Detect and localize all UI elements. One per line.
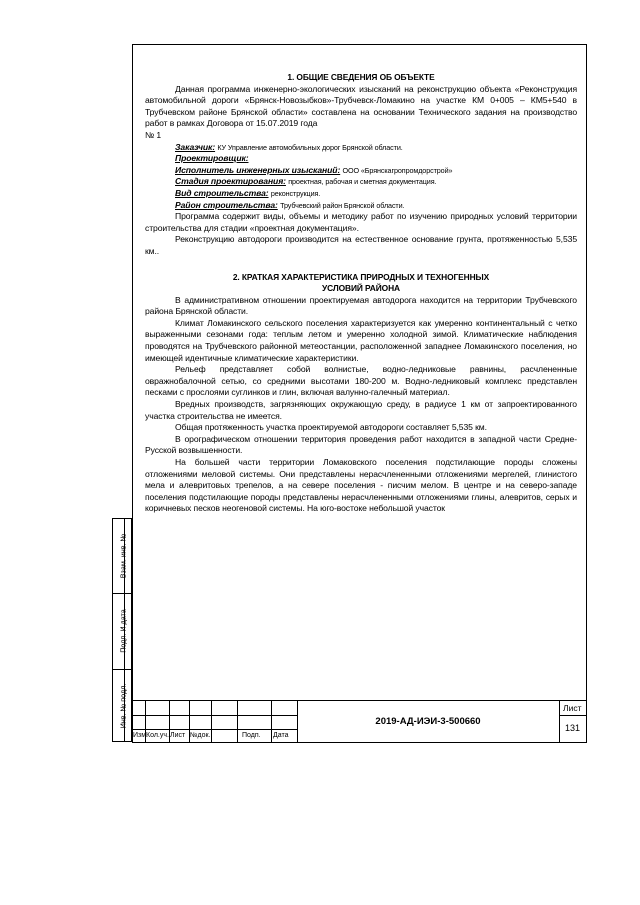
stage-line [145, 176, 577, 188]
margin-inner-line [124, 518, 132, 742]
surveyor-line [145, 165, 577, 177]
section1-heading: 1. ОБЩИЕ СВЕДЕНИЯ ОБ ОБЪЕКТЕ [287, 72, 435, 82]
margin-label-inv: Инв. № подл. [118, 683, 128, 729]
surveyor-value: ООО «Брянскагропромдорстрой» [342, 165, 453, 175]
paragraph: Вредных производств, загрязняющих окружающую среду, в радиусе 1 км от запроектированного участка строительства не имеется. [145, 399, 577, 421]
col-doc: №док. [190, 732, 211, 739]
col-kol: Кол.уч. [146, 732, 169, 739]
paragraph: На большей части территории Ломаковского поселения подстилающие породы сложены отложениями меловой системы. Они представлены нерасчлененными отложениями мергелей, глинистого мела и алевритовых трепелов, а на севере поселения - писчим мелом. В центре и на северо-западе поселения подстилающие породы представлены нерасчлененными отложениями глины, алевритов, серых и коричневых песков неогеновой системы. На юго-востоке небольшой участок [145, 457, 577, 514]
sheet-label: Лист [563, 703, 582, 713]
paragraph: Программа содержит виды, объемы и методику работ по изучению природных условий территории строительства для стадии «проектная документация». [145, 211, 577, 233]
kind-label: Вид строительства: [175, 187, 269, 198]
surveyor-label: Исполнитель инженерных изысканий: [175, 164, 341, 175]
stage-label: Стадия проектирования: [175, 176, 286, 187]
paragraph: В орографическом отношении территория проведения работ находится в западной части Средне-Русской возвышенности. [145, 433, 577, 456]
document-code: 2019-АД-ИЭИ-3-500660 [375, 716, 481, 727]
kind-value: реконструкция. [270, 188, 321, 198]
kind-line [145, 188, 577, 200]
col-data: Дата [273, 732, 289, 739]
margin-label-sign: Подп. И дата [118, 609, 128, 653]
stage-value: проектная, рабочая и сметная документация. [288, 177, 437, 187]
col-podp: Подп. [242, 732, 261, 739]
area-line [145, 200, 577, 212]
document-body [145, 72, 577, 515]
paragraph: В административном отношении проектируемая автодорога находится на территории Трубчевского района Брянской области. [145, 294, 577, 317]
area-value: Трубчевский район Брянской области. [280, 200, 405, 210]
paragraph: № 1 [145, 129, 162, 140]
col-list: Лист [170, 732, 186, 739]
title-block [132, 700, 587, 743]
sheet-number: 131 [565, 723, 581, 733]
section2-heading: 2. КРАТКАЯ ХАРАКТЕРИСТИКА ПРИРОДНЫХ И ТЕХНОГЕННЫХ [232, 271, 490, 282]
paragraph: Реконструкцию автодороги производится на естественное основание грунта, протяженностью 5,535 км.. [145, 234, 577, 256]
paragraph: Данная программа инженерно-экологических изысканий на реконструкцию объекта «Реконструкция автомобильной дороги «Брянск-Новозыбков»-Трубчевск-Ломакино на участке КМ 0+005 – КМ5+540 в Трубчевском районе Брянской области» составлена на основании Технического задания на производство работ в рамках Договора от 15.07.2019 года [145, 83, 577, 129]
customer-line [145, 142, 577, 154]
customer-value: КУ Управление автомобильных дорог Брянской области. [217, 142, 403, 152]
customer-label: Заказчик: [175, 141, 216, 152]
section2-heading-cont: УСЛОВИЙ РАЙОНА [322, 283, 400, 294]
paragraph: Климат Ломакинского сельского поселения характеризуется как умеренно континентальный с четко выраженными сезонами года: теплым летом и умеренно холодной зимой. Климатические наблюдения проводятся на Трубчевского районной метеостанции, расположенной западнее Ломакинского поселения, но имеющей идентичные климатические характеристики. [145, 317, 577, 363]
area-label: Район строительства: [175, 199, 278, 210]
col-izm: Изм. [133, 732, 148, 739]
paragraph: Общая протяженность участка проектируемой автодороги составляет 5,535 км. [175, 422, 487, 433]
margin-label-replace: Взам. инв. № [118, 533, 128, 579]
paragraph: Рельеф представляет собой волнистые, водно-ледниковые равнины, расчлененные овражнобалочной сетью, со средними высотами 180-200 м. Водно-ледниковый комплекс представлен песками с прослоями суглинков и глин, включая валунно-галечный материал. [145, 364, 577, 398]
designer-line [145, 153, 577, 165]
designer-label: Проектировщик: [175, 153, 249, 164]
